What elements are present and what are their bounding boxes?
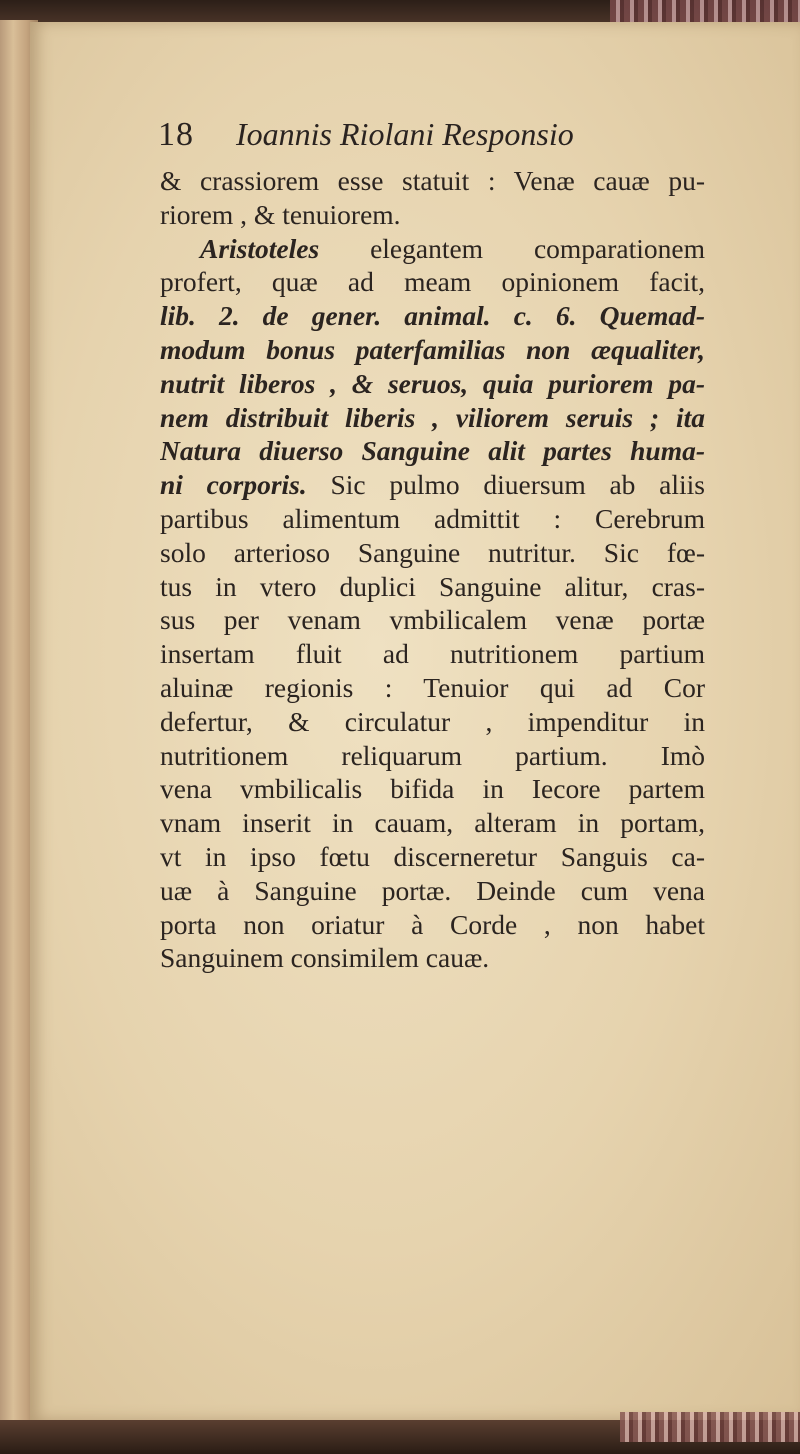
running-title: Ioannis Riolani Responsio [236, 116, 574, 152]
text-line [160, 908, 705, 942]
text-line [160, 299, 705, 333]
text-segment: riorem , & tenuiorem. [160, 198, 401, 230]
text-segment: uæ à Sanguine portæ. Deinde cum vena [160, 874, 705, 906]
text-segment: aluinæ regionis : Tenuior qui ad Cor [160, 671, 705, 703]
text-segment: tus in vtero duplici Sanguine alitur, cras- [160, 570, 705, 602]
text-segment: sus per venam vmbilicalem venæ portæ [160, 604, 705, 636]
text-line [160, 941, 705, 975]
page-number: 18 [158, 116, 194, 153]
text-segment: defertur, & circulatur , impenditur in [160, 705, 705, 737]
text-segment: partibus alimentum admittit : Cerebrum [160, 502, 705, 534]
text-line [160, 401, 705, 435]
bookmark-ribbon-bottom [620, 1412, 800, 1442]
text-line [160, 164, 705, 198]
italic-text-segment: ni corporis. [160, 469, 307, 501]
text-segment: vt in ipso fœtu discerneretur Sanguis ca- [160, 840, 705, 872]
text-line [160, 333, 705, 367]
text-line [160, 232, 705, 266]
page-header [158, 116, 718, 164]
text-segment: profert, quæ ad meam opinionem facit, [160, 266, 705, 298]
text-line [160, 840, 705, 874]
text-segment: insertam fluit ad nutritionem partium [160, 638, 705, 670]
italic-text-segment: Natura diuerso Sanguine alit partes huma- [160, 435, 705, 467]
text-segment: porta non oriatur à Corde , non habet [160, 908, 705, 940]
text-line [160, 536, 705, 570]
text-line [160, 705, 705, 739]
italic-text-segment: lib. 2. de gener. animal. c. 6. Quemad- [160, 300, 705, 332]
text-segment: vena vmbilicalis bifida in Iecore partem [160, 773, 705, 805]
text-line [160, 570, 705, 604]
text-segment: solo arterioso Sanguine nutritur. Sic fœ- [160, 536, 705, 568]
body-text [160, 164, 705, 975]
text-line [160, 434, 705, 468]
text-line [160, 367, 705, 401]
italic-text-segment: Aristoteles [200, 232, 320, 264]
text-line [160, 265, 705, 299]
text-segment: Sic pulmo diuersum ab aliis [306, 469, 705, 501]
text-segment: & crassiorem esse statuit : Venæ cauæ pu- [160, 165, 705, 196]
text-segment: vnam inserit in cauam, alteram in portam, [160, 807, 705, 839]
text-line [160, 739, 705, 773]
italic-text-segment: nutrit liberos , & seruos, quia puriorem pa- [160, 367, 705, 399]
italic-text-segment: modum bonus paterfamilias non æqualiter, [160, 333, 705, 365]
text-line [160, 468, 705, 502]
text-line [160, 874, 705, 908]
text-line [160, 806, 705, 840]
text-line [160, 772, 705, 806]
text-segment: nutritionem reliquarum partium. Imò [160, 739, 705, 771]
text-line [160, 502, 705, 536]
italic-text-segment: nem distribuit liberis , viliorem seruis ; ita [160, 401, 705, 433]
text-segment: Sanguinem consimilem cauæ. [160, 942, 490, 974]
text-line [160, 603, 705, 637]
text-line [160, 198, 705, 232]
text-line [160, 637, 705, 671]
text-segment: elegantem comparationem [319, 232, 705, 264]
text-line [160, 671, 705, 705]
